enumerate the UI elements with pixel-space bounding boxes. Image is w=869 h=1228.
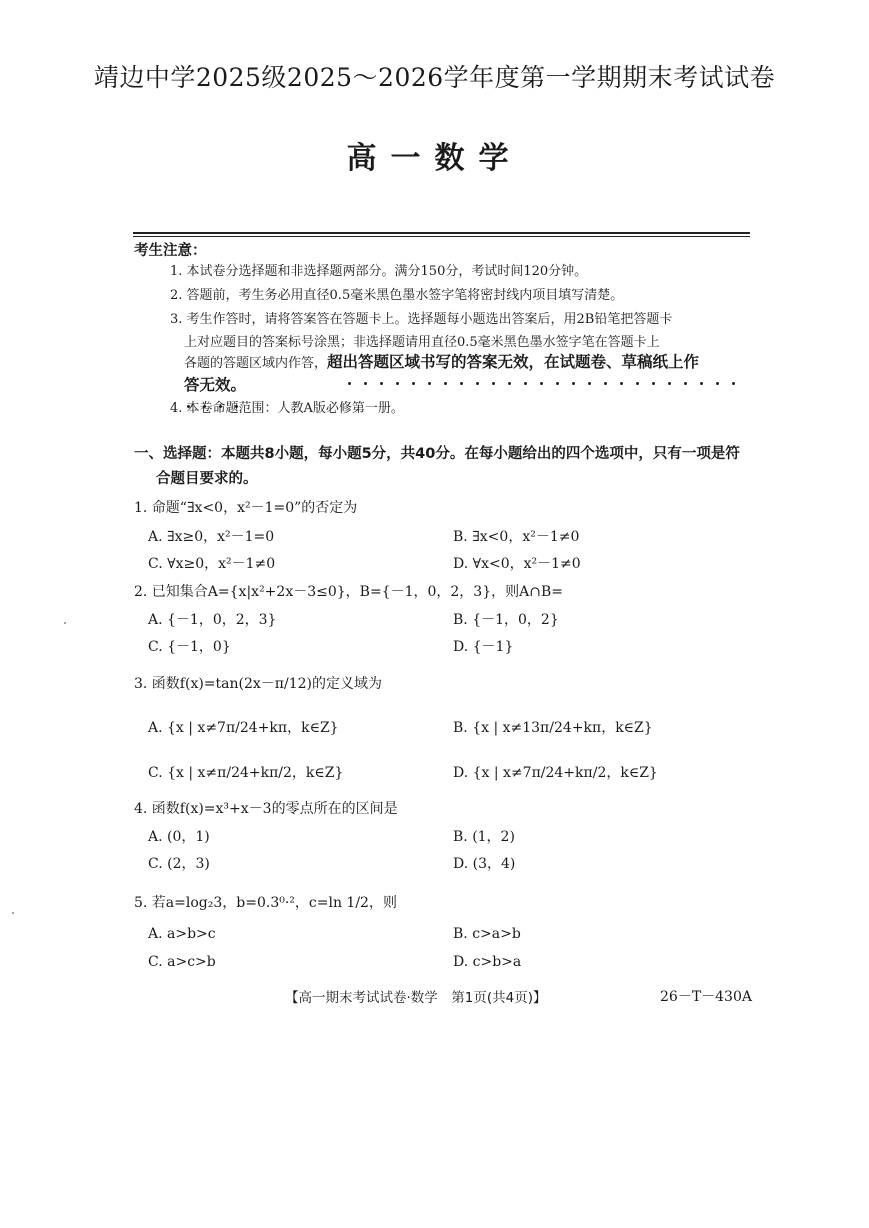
subject-title: 高一数学 [346, 141, 523, 176]
notice-item-3-line-1: 3. 考生作答时，请将答案答在答题卡上。选择题每小题选出答案后，用2B铅笔把答题卡 [170, 312, 673, 327]
page-footer: 【高一期末考试试卷·数学 第1页(共4页)】 [285, 990, 547, 1006]
question-5-option-c: C. a>c>b [148, 954, 216, 970]
question-1-option-a: A. ∃x≥0，x²－1=0 [148, 529, 275, 545]
notice-heading: 考生注意： [134, 243, 207, 259]
question-1-option-d: D. ∀x<0，x²－1≠0 [453, 556, 581, 572]
exam-title: 靖边中学2025级2025～2026学年度第一学期期末考试试卷 [93, 63, 776, 92]
emphasis-dots-1 [348, 370, 748, 376]
paper-code: 26－T－430A [660, 989, 752, 1005]
question-5-option-d: D. c>b>a [453, 954, 522, 970]
notice-item-1: 1. 本试卷分选择题和非选择题两部分。满分150分，考试时间120分钟。 [170, 264, 588, 279]
section-1-line-2: 合题目要求的。 [156, 471, 258, 487]
question-3-option-b: B. {x | x≠13π/24+kπ，k∈Z} [453, 720, 653, 736]
header-rule-thick [133, 232, 750, 234]
question-4-option-a: A. (0，1) [148, 829, 210, 845]
question-5-stem: 5. 若a=log₂3，b=0.3⁰·²，c=ln 1/2，则 [134, 895, 397, 911]
scan-speck [12, 912, 14, 914]
question-3-option-c: C. {x | x≠π/24+kπ/2，k∈Z} [148, 765, 344, 781]
question-1-stem: 1. 命题“∃x<0，x²－1=0”的否定为 [134, 500, 358, 516]
question-3-option-d: D. {x | x≠7π/24+kπ/2，k∈Z} [453, 765, 658, 781]
notice-item-3-line-3 [184, 350, 699, 372]
section-1-line-1: 一、选择题：本题共8小题，每小题5分，共40分。在每小题给出的四个选项中，只有一项是符 [134, 446, 740, 462]
question-2-option-d: D. {－1} [453, 639, 514, 655]
notice-emphasis-1: 超出答题区域书写的答案无效，在试题卷、草稿纸上作 [327, 353, 700, 371]
question-1-option-c: C. ∀x≥0，x²－1≠0 [148, 556, 276, 572]
question-4-option-c: C. (2，3) [148, 856, 210, 872]
question-5-option-a: A. a>b>c [148, 926, 216, 942]
question-5-option-b: B. c>a>b [453, 926, 521, 942]
question-2-stem: 2. 已知集合A={x|x²+2x－3≤0}，B={－1，0，2，3}，则A∩B= [134, 584, 563, 600]
header-rule-thin [133, 236, 750, 237]
notice-item-3-line-2: 上对应题目的答案标号涂黑；非选择题请用直径0.5毫米黑色墨水签字笔在答题卡上 [184, 335, 660, 350]
question-3-option-a: A. {x | x≠7π/24+kπ，k∈Z} [148, 720, 339, 736]
emphasis-dots-2 [187, 393, 251, 399]
notice-item-2: 2. 答题前，考生务必用直径0.5毫米黑色墨水签字笔将密封线内项目填写清楚。 [170, 288, 624, 303]
question-4-option-d: D. (3，4) [453, 856, 516, 872]
question-4-stem: 4. 函数f(x)=x³+x－3的零点所在的区间是 [134, 801, 398, 817]
question-2-option-b: B. {－1，0，2} [453, 612, 559, 628]
notice-item-4: 4. 本卷命题范围：人教A版必修第一册。 [170, 401, 404, 416]
notice-item-3-line-3-plain: 各题的答题区域内作答， [184, 356, 328, 371]
scan-speck [64, 622, 66, 624]
notice-emphasis-2: 答无效。 [184, 376, 247, 394]
question-3-stem: 3. 函数f(x)=tan(2x－π/12)的定义域为 [134, 676, 382, 692]
question-1-option-b: B. ∃x<0，x²－1≠0 [453, 529, 580, 545]
question-4-option-b: B. (1，2) [453, 829, 515, 845]
question-2-option-c: C. {－1，0} [148, 639, 231, 655]
question-2-option-a: A. {－1，0，2，3} [148, 612, 277, 628]
